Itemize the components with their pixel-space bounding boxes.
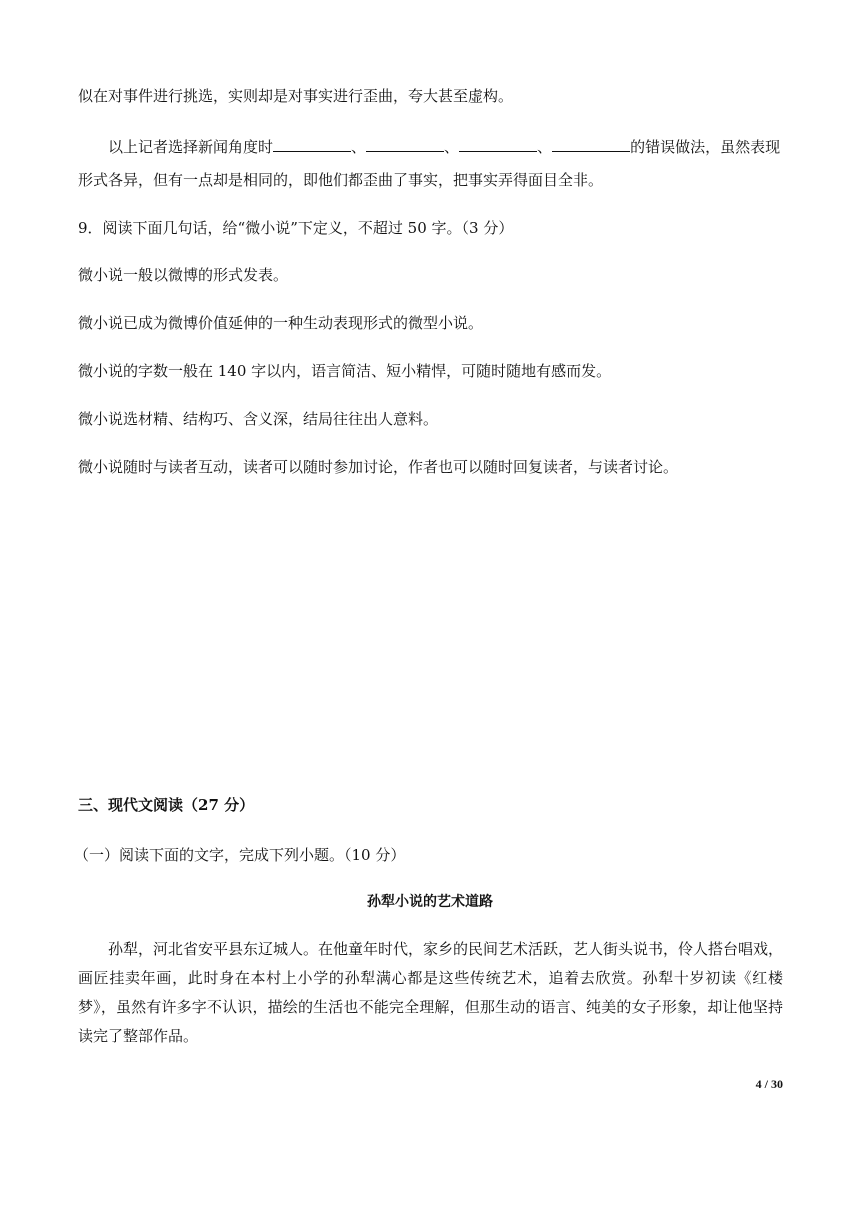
statement-5: 微小说随时与读者互动，读者可以随时参加讨论，作者也可以随时回复读者，与读者讨论。 bbox=[78, 458, 679, 476]
question-9: 9．阅读下面几句话，给“微小说”下定义，不超过 50 字。（3 分） bbox=[78, 219, 514, 237]
statement-2: 微小说已成为微博价值延伸的一种生动表现形式的微型小说。 bbox=[78, 314, 484, 332]
article-paragraph: 孙犁，河北省安平县东辽城人。在他童年时代，家乡的民间艺术活跃，艺人街头说书，伶人搭台唱戏，画匠挂卖年画，此时身在本村上小学的孙犁满心都是这些传统艺术，追着去欣赏。孙犁十岁初读《红楼梦》，虽然有许多字不认识，描绘的生活也不能完全理解，但那生动的语言、纯美的女子形象，却让他坚持读完了整部作品。 bbox=[78, 940, 784, 1045]
separator: 、 bbox=[537, 138, 553, 156]
fill-in-paragraph bbox=[108, 135, 780, 157]
answer-blank-3[interactable] bbox=[459, 135, 537, 152]
page-number: 4 / 30 bbox=[755, 1077, 783, 1091]
subsection-heading: （一）阅读下面的文字，完成下列小题。（10 分） bbox=[74, 846, 406, 864]
statement-1: 微小说一般以微博的形式发表。 bbox=[78, 266, 289, 284]
text-line-continuation: 似在对事件进行挑选，实则却是对事实进行歪曲，夸大甚至虚构。 bbox=[78, 87, 514, 105]
fill-in-suffix: 的错误做法，虽然表现 bbox=[630, 138, 781, 156]
answer-blank-1[interactable] bbox=[273, 135, 351, 152]
article-title: 孙犁小说的艺术道路 bbox=[367, 894, 493, 910]
statement-3: 微小说的字数一般在 140 字以内，语言简洁、短小精悍，可随时随地有感而发。 bbox=[78, 362, 612, 380]
statement-4: 微小说选材精、结构巧、含义深，结局往往出人意料。 bbox=[78, 410, 439, 428]
answer-blank-4[interactable] bbox=[552, 135, 630, 152]
section-heading: 三、现代文阅读（27 分） bbox=[78, 796, 255, 814]
fill-in-prefix: 以上记者选择新闻角度时 bbox=[108, 138, 274, 156]
separator: 、 bbox=[444, 138, 460, 156]
fill-in-paragraph-line2: 形式各异，但有一点却是相同的，即他们都歪曲了事实，把事实弄得面目全非。 bbox=[78, 171, 604, 189]
answer-blank-2[interactable] bbox=[366, 135, 444, 152]
separator: 、 bbox=[351, 138, 367, 156]
